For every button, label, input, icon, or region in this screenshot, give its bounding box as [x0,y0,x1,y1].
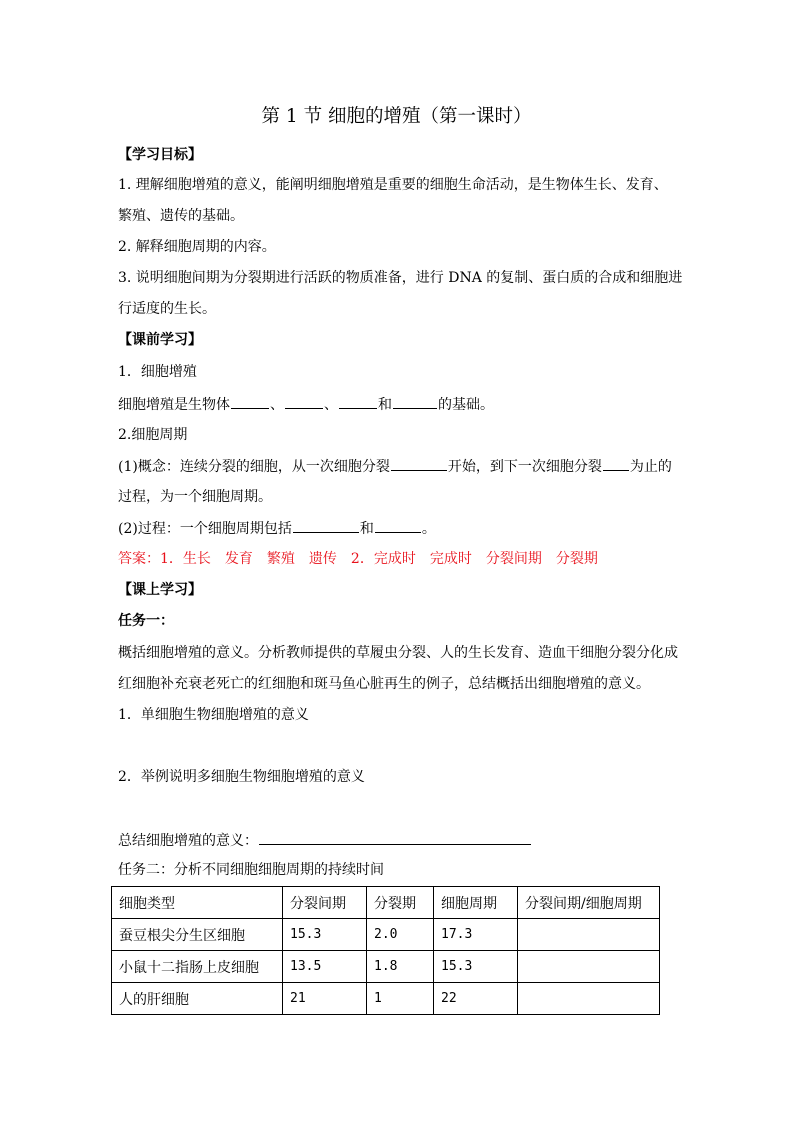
cell-value: 2.0 [367,919,434,951]
cell-value: 17.3 [434,919,518,951]
goal-line: 3. 说明细胞间期为分裂期进行活跃的物质准备，进行 DNA 的复制、蛋白质的合成和细胞进 [118,270,683,286]
answer-text: 答案：1．生长 [118,551,211,567]
summary-line [118,830,532,851]
cell-value: 21 [283,983,367,1015]
cell-value: 1 [367,983,434,1015]
goals-heading: 【学习目标】 [118,147,202,163]
blank-3[interactable] [339,394,377,409]
cell-value: 15.3 [434,951,518,983]
inclass-heading: 【课上学习】 [118,582,202,598]
cell-value: 13.5 [283,951,367,983]
text: 为止的 [629,459,672,475]
cell-type: 小鼠十二指肠上皮细胞 [112,951,283,983]
answer-text: 繁殖 [266,551,295,567]
answer-text: 完成时 [429,551,472,567]
ratio-cell[interactable] [518,951,660,983]
answer-text: 发育 [224,551,253,567]
section-1-title: 1．细胞增殖 [118,364,197,380]
page-title: 第 1 节 细胞的增殖（第一课时） [261,106,532,127]
goal-line: 繁殖、遗传的基础。 [118,208,244,224]
table-row [112,919,660,951]
text: (1)概念：连续分裂的细胞，从一次细胞分裂 [118,459,390,475]
table-row [112,983,660,1015]
summary-blank[interactable] [259,830,531,845]
text: (2)过程：一个细胞周期包括 [118,521,292,537]
process-line [118,518,436,539]
cell-type: 人的肝细胞 [112,983,283,1015]
ratio-cell[interactable] [518,919,660,951]
cell-cycle-table [111,886,660,1015]
goal-line: 行适度的生长。 [118,301,216,317]
text: 、 [270,397,284,413]
goal-line: 2. 解释细胞周期的内容。 [118,239,276,255]
answer-line [118,549,612,569]
cell-value: 15.3 [283,919,367,951]
blank-4[interactable] [393,394,437,409]
header-cell: 分裂间期/细胞周期 [518,887,660,919]
section-2-title: 2.细胞周期 [118,427,188,443]
text: 和 [378,397,392,413]
header-cell: 分裂期 [367,887,434,919]
ratio-cell[interactable] [518,983,660,1015]
text: 细胞增殖是生物体 [118,397,230,413]
blank-1[interactable] [231,394,269,409]
text: 的基础。 [438,397,494,413]
answer-text: 分裂期 [555,551,598,567]
table-header-row [112,887,660,919]
cell-type: 蚕豆根尖分生区细胞 [112,919,283,951]
task-2-title: 任务二：分析不同细胞细胞周期的持续时间 [118,862,384,878]
text: 、 [324,397,338,413]
goal-line: 1. 理解细胞增殖的意义，能阐明细胞增殖是重要的细胞生命活动，是生物体生长、发育、 [118,177,668,193]
summary-label: 总结细胞增殖的意义： [118,833,258,849]
answer-text: 遗传 [308,551,337,567]
answer-text: 2．完成时 [350,551,416,567]
text: 和 [359,521,374,537]
answer-text: 分裂间期 [485,551,542,567]
text: 开始，到下一次细胞分裂 [447,459,602,475]
cell-value: 22 [434,983,518,1015]
cell-value: 1.8 [367,951,434,983]
text: 。 [421,521,436,537]
task-1-text: 红细胞补充衰老死亡的红细胞和斑马鱼心脏再生的例子，总结概括出细胞增殖的意义。 [118,676,650,692]
question-1: 1．单细胞生物细胞增殖的意义 [118,707,309,723]
blank-7[interactable] [293,518,359,533]
header-cell: 分裂间期 [283,887,367,919]
blank-8[interactable] [375,518,421,533]
blank-2[interactable] [285,394,323,409]
blank-5[interactable] [391,456,447,471]
task-1-text: 概括细胞增殖的意义。分析教师提供的草履虫分裂、人的生长发育、造血干细胞分裂分化成 [118,645,678,661]
question-2: 2．举例说明多细胞生物细胞增殖的意义 [118,769,365,785]
concept-line [118,456,672,477]
concept-line-2: 过程，为一个细胞周期。 [118,489,272,505]
prestudy-heading: 【课前学习】 [118,332,202,348]
header-cell: 细胞类型 [112,887,283,919]
fill-in-line-1 [118,394,494,415]
blank-6[interactable] [603,456,629,471]
table-row [112,951,660,983]
header-cell: 细胞周期 [434,887,518,919]
task-1-title: 任务一： [118,613,174,629]
